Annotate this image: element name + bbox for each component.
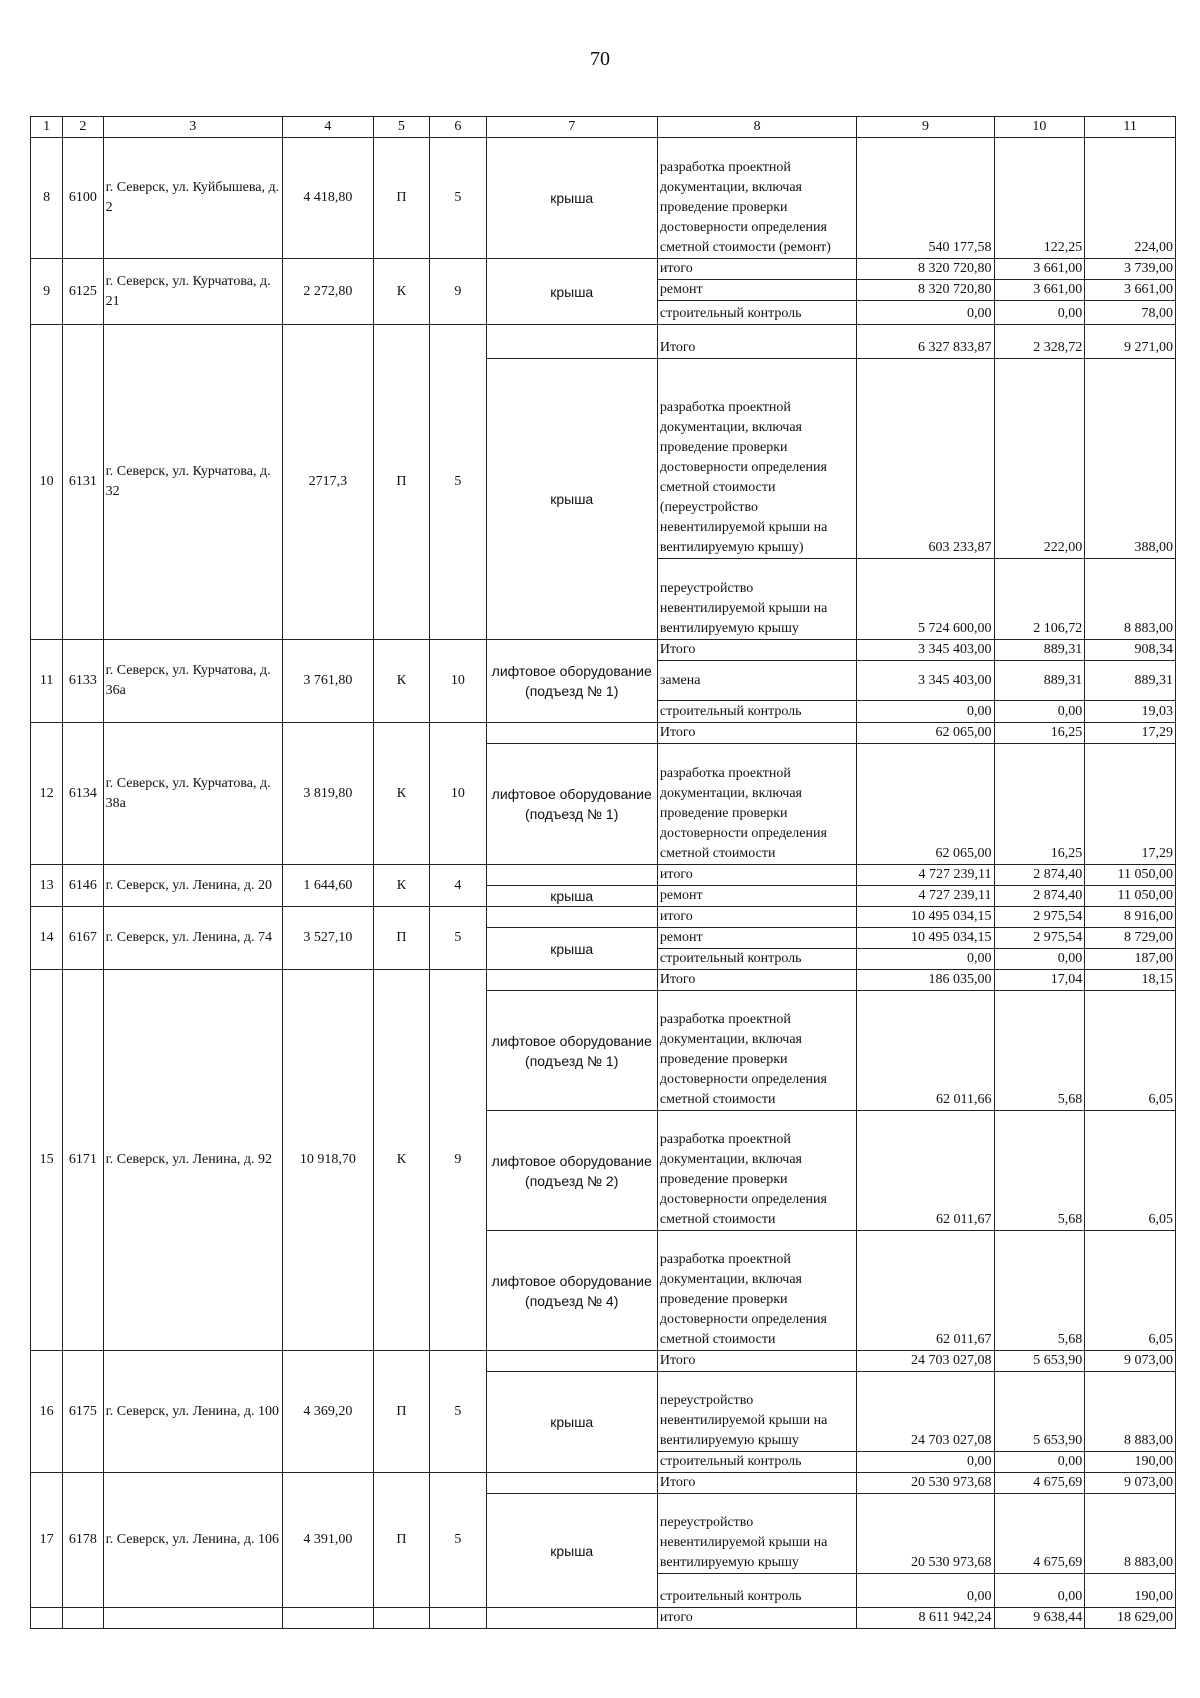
row-number: 8 [31,138,63,259]
column-number: 7 [486,117,657,138]
house-floors: 5 [430,1351,486,1473]
cost-per-sqm: 2 975,54 [994,907,1085,928]
cost-per-sqm: 5 653,90 [994,1351,1085,1372]
house-address: г. Северск, ул. Курчатова, д. 21 [103,259,282,325]
table-row [31,640,1176,661]
work-type: разработка проектной документации, включая проведение проверки достоверности определения сметной стоимости [657,1231,857,1351]
house-type: П [373,907,429,970]
row-number: 11 [31,640,63,723]
work-type: разработка проектной документации, включая проведение проверки достоверности определения сметной стоимости [657,1111,857,1231]
cost-value: 3 345 403,00 [857,640,994,661]
row-number: 15 [31,970,63,1351]
max-cost-per-sqm: 6,05 [1085,1111,1176,1231]
max-cost-per-sqm: 17,29 [1085,744,1176,865]
house-type: К [373,865,429,907]
row-number: 13 [31,865,63,907]
cost-per-sqm: 3 661,00 [994,280,1085,301]
house-address: г. Северск, ул. Курчатова, д. 36а [103,640,282,723]
house-area: 4 369,20 [282,1351,373,1473]
house-floors: 9 [430,970,486,1351]
work-type: Итого [657,1351,857,1372]
structural-element-empty [486,723,657,744]
house-type: П [373,1473,429,1608]
table-row [31,1351,1176,1372]
table-row [31,907,1176,928]
cost-value: 4 727 239,11 [857,865,994,886]
cost-per-sqm: 16,25 [994,744,1085,865]
cost-per-sqm: 2 874,40 [994,865,1085,886]
cost-per-sqm: 5 653,90 [994,1372,1085,1452]
work-type: строительный контроль [657,301,857,325]
house-address: г. Северск, ул. Ленина, д. 100 [103,1351,282,1473]
max-cost-per-sqm: 187,00 [1085,949,1176,970]
work-type: итого [657,907,857,928]
max-cost-per-sqm: 3 739,00 [1085,259,1176,280]
cost-value: 0,00 [857,301,994,325]
structural-element-empty [486,1351,657,1372]
house-floors: 5 [430,138,486,259]
max-cost-per-sqm: 3 661,00 [1085,280,1176,301]
house-code: 6125 [63,259,103,325]
cost-per-sqm: 4 675,69 [994,1494,1085,1574]
structural-element-empty [486,970,657,991]
cost-value: 62 065,00 [857,723,994,744]
max-cost-per-sqm: 8 916,00 [1085,907,1176,928]
cost-value: 10 495 034,15 [857,907,994,928]
house-area [282,1608,373,1629]
cost-per-sqm: 5,68 [994,991,1085,1111]
cost-per-sqm: 4 675,69 [994,1473,1085,1494]
max-cost-per-sqm: 17,29 [1085,723,1176,744]
row-number [31,1608,63,1629]
house-code: 6167 [63,907,103,970]
column-number: 10 [994,117,1085,138]
house-address: г. Северск, ул. Курчатова, д. 38а [103,723,282,865]
work-type: переустройство невентилируемой крыши на вентилируемую крышу [657,1372,857,1452]
work-type: строительный контроль [657,701,857,723]
cost-per-sqm: 222,00 [994,359,1085,559]
max-cost-per-sqm: 9 271,00 [1085,325,1176,359]
house-area: 2717,3 [282,325,373,640]
max-cost-per-sqm: 18 629,00 [1085,1608,1176,1629]
house-area: 3 819,80 [282,723,373,865]
work-type: итого [657,259,857,280]
max-cost-per-sqm: 9 073,00 [1085,1351,1176,1372]
work-type: Итого [657,640,857,661]
cost-per-sqm: 889,31 [994,640,1085,661]
cost-value: 62 065,00 [857,744,994,865]
cost-per-sqm: 122,25 [994,138,1085,259]
table-row [31,970,1176,991]
cost-value: 540 177,58 [857,138,994,259]
row-number: 10 [31,325,63,640]
cost-value: 62 011,66 [857,991,994,1111]
structural-element: лифтовое оборудование (подъезд № 1) [486,744,657,865]
max-cost-per-sqm: 224,00 [1085,138,1176,259]
house-type: К [373,259,429,325]
max-cost-per-sqm: 190,00 [1085,1452,1176,1473]
column-number-row [31,117,1176,138]
table-row [31,325,1176,359]
structural-element: крыша [486,1494,657,1608]
max-cost-per-sqm: 78,00 [1085,301,1176,325]
cost-value: 24 703 027,08 [857,1351,994,1372]
capital-repair-table [30,116,1176,1629]
structural-element-empty [486,1473,657,1494]
structural-element-empty [486,325,657,359]
work-type: разработка проектной документации, включая проведение проверки достоверности определения сметной стоимости (ремонт) [657,138,857,259]
cost-per-sqm: 0,00 [994,301,1085,325]
row-number: 9 [31,259,63,325]
work-type: итого [657,865,857,886]
work-type: Итого [657,325,857,359]
cost-value: 0,00 [857,949,994,970]
structural-element: лифтовое оборудование (подъезд № 4) [486,1231,657,1351]
cost-value: 62 011,67 [857,1231,994,1351]
cost-per-sqm: 0,00 [994,1574,1085,1608]
work-type: Итого [657,723,857,744]
structural-element: крыша [486,928,657,970]
work-type: разработка проектной документации, включая проведение проверки достоверности определения сметной стоимости [657,744,857,865]
house-type: К [373,723,429,865]
cost-value: 8 320 720,80 [857,259,994,280]
max-cost-per-sqm: 19,03 [1085,701,1176,723]
work-type: ремонт [657,280,857,301]
row-number: 14 [31,907,63,970]
house-area: 10 918,70 [282,970,373,1351]
column-number: 8 [657,117,857,138]
table-row [31,865,1176,886]
house-type [373,1608,429,1629]
work-type: переустройство невентилируемой крыши на вентилируемую крышу [657,1494,857,1574]
house-address: г. Северск, ул. Курчатова, д. 32 [103,325,282,640]
house-code: 6134 [63,723,103,865]
house-area: 4 391,00 [282,1473,373,1608]
house-code: 6171 [63,970,103,1351]
structural-element: лифтовое оборудование (подъезд № 2) [486,1111,657,1231]
house-code: 6175 [63,1351,103,1473]
work-type: переустройство невентилируемой крыши на вентилируемую крышу [657,559,857,640]
max-cost-per-sqm: 908,34 [1085,640,1176,661]
structural-element: крыша [486,1372,657,1473]
column-number: 3 [103,117,282,138]
house-floors [430,1608,486,1629]
max-cost-per-sqm: 6,05 [1085,1231,1176,1351]
cost-per-sqm: 2 106,72 [994,559,1085,640]
cost-value: 603 233,87 [857,359,994,559]
cost-value: 4 727 239,11 [857,886,994,907]
work-type: строительный контроль [657,1452,857,1473]
cost-value: 6 327 833,87 [857,325,994,359]
structural-element: крыша [486,138,657,259]
column-number: 2 [63,117,103,138]
house-floors: 5 [430,907,486,970]
page-number: 70 [590,48,610,70]
max-cost-per-sqm: 190,00 [1085,1574,1176,1608]
column-number: 4 [282,117,373,138]
house-address: г. Северск, ул. Ленина, д. 20 [103,865,282,907]
work-type: разработка проектной документации, включая проведение проверки достоверности определения сметной стоимости [657,991,857,1111]
table-row [31,259,1176,280]
house-code [63,1608,103,1629]
cost-per-sqm: 2 874,40 [994,886,1085,907]
cost-per-sqm: 2 328,72 [994,325,1085,359]
cost-value: 10 495 034,15 [857,928,994,949]
cost-per-sqm: 0,00 [994,1452,1085,1473]
cost-value: 0,00 [857,1574,994,1608]
structural-element: крыша [486,259,657,325]
cost-value: 0,00 [857,701,994,723]
house-address: г. Северск, ул. Ленина, д. 92 [103,970,282,1351]
work-type: строительный контроль [657,1574,857,1608]
row-number: 17 [31,1473,63,1608]
house-code: 6146 [63,865,103,907]
cost-value: 8 611 942,24 [857,1608,994,1629]
table-row [31,138,1176,259]
house-code: 6131 [63,325,103,640]
row-number: 12 [31,723,63,865]
table-row [31,1608,1176,1629]
house-area: 4 418,80 [282,138,373,259]
cost-value: 24 703 027,08 [857,1372,994,1452]
max-cost-per-sqm: 11 050,00 [1085,886,1176,907]
house-floors: 5 [430,1473,486,1608]
house-address: г. Северск, ул. Ленина, д. 106 [103,1473,282,1608]
work-type: замена [657,661,857,701]
house-area: 1 644,60 [282,865,373,907]
house-address [103,1608,282,1629]
cost-per-sqm: 0,00 [994,949,1085,970]
max-cost-per-sqm: 11 050,00 [1085,865,1176,886]
work-type: итого [657,1608,857,1629]
house-floors: 9 [430,259,486,325]
structural-element-empty [486,907,657,928]
structural-element: крыша [486,886,657,907]
house-code: 6133 [63,640,103,723]
house-floors: 4 [430,865,486,907]
cost-per-sqm: 16,25 [994,723,1085,744]
max-cost-per-sqm: 18,15 [1085,970,1176,991]
house-address: г. Северск, ул. Ленина, д. 74 [103,907,282,970]
structural-element-empty [486,865,657,886]
house-code: 6100 [63,138,103,259]
table-row [31,723,1176,744]
structural-element: крыша [486,359,657,640]
table-row [31,1473,1176,1494]
structural-element-empty [486,1608,657,1629]
house-type: П [373,325,429,640]
max-cost-per-sqm: 8 729,00 [1085,928,1176,949]
house-type: К [373,970,429,1351]
work-type: строительный контроль [657,949,857,970]
work-type: Итого [657,970,857,991]
cost-per-sqm: 2 975,54 [994,928,1085,949]
house-floors: 5 [430,325,486,640]
column-number: 9 [857,117,994,138]
cost-per-sqm: 3 661,00 [994,259,1085,280]
max-cost-per-sqm: 9 073,00 [1085,1473,1176,1494]
cost-per-sqm: 9 638,44 [994,1608,1085,1629]
house-code: 6178 [63,1473,103,1608]
cost-value: 8 320 720,80 [857,280,994,301]
work-type: ремонт [657,886,857,907]
row-number: 16 [31,1351,63,1473]
house-floors: 10 [430,723,486,865]
cost-value: 3 345 403,00 [857,661,994,701]
column-number: 6 [430,117,486,138]
house-address: г. Северск, ул. Куйбышева, д. 2 [103,138,282,259]
house-type: П [373,1351,429,1473]
house-area: 3 761,80 [282,640,373,723]
house-floors: 10 [430,640,486,723]
column-number: 5 [373,117,429,138]
structural-element: лифтовое оборудование (подъезд № 1) [486,991,657,1111]
cost-value: 186 035,00 [857,970,994,991]
house-type: К [373,640,429,723]
house-area: 3 527,10 [282,907,373,970]
max-cost-per-sqm: 388,00 [1085,359,1176,559]
cost-value: 0,00 [857,1452,994,1473]
cost-value: 20 530 973,68 [857,1494,994,1574]
structural-element: лифтовое оборудование (подъезд № 1) [486,640,657,723]
max-cost-per-sqm: 889,31 [1085,661,1176,701]
cost-value: 62 011,67 [857,1111,994,1231]
max-cost-per-sqm: 8 883,00 [1085,1372,1176,1452]
cost-value: 20 530 973,68 [857,1473,994,1494]
cost-per-sqm: 17,04 [994,970,1085,991]
house-area: 2 272,80 [282,259,373,325]
max-cost-per-sqm: 8 883,00 [1085,1494,1176,1574]
work-type: ремонт [657,928,857,949]
cost-value: 5 724 600,00 [857,559,994,640]
cost-per-sqm: 0,00 [994,701,1085,723]
column-number: 11 [1085,117,1176,138]
cost-per-sqm: 889,31 [994,661,1085,701]
work-type: Итого [657,1473,857,1494]
max-cost-per-sqm: 8 883,00 [1085,559,1176,640]
column-number: 1 [31,117,63,138]
work-type: разработка проектной документации, включая проведение проверки достоверности определения сметной стоимости (переустройство невентилируемой крыши на вентилируемую крышу) [657,359,857,559]
max-cost-per-sqm: 6,05 [1085,991,1176,1111]
cost-per-sqm: 5,68 [994,1231,1085,1351]
house-type: П [373,138,429,259]
cost-per-sqm: 5,68 [994,1111,1085,1231]
